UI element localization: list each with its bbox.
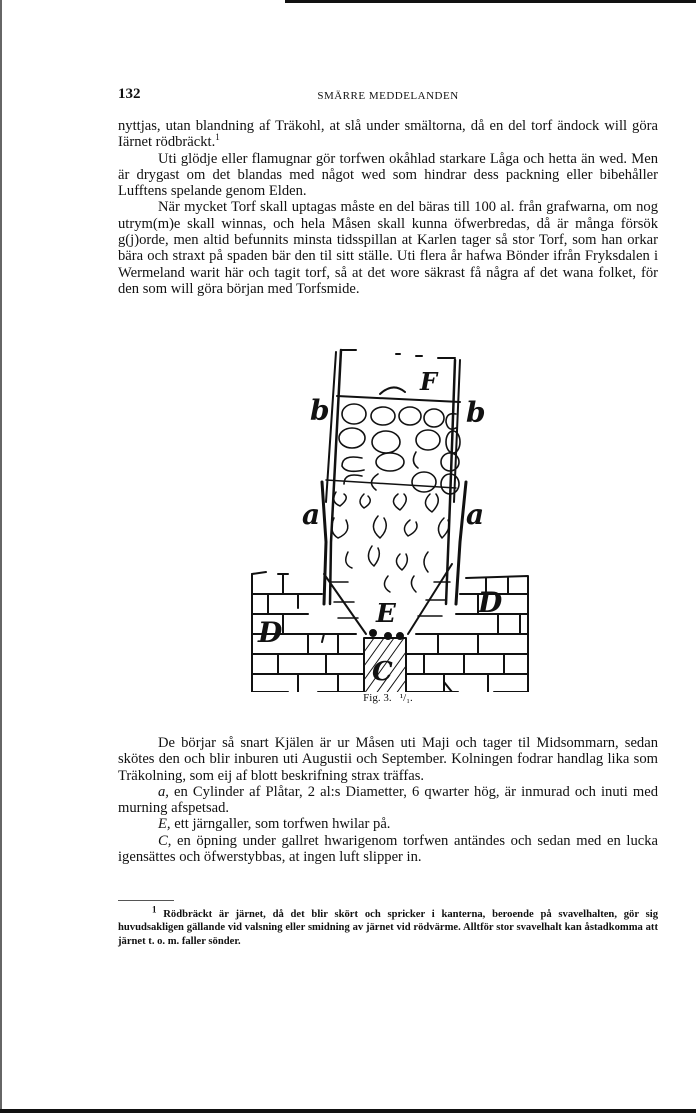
legend-key: a, [158, 783, 169, 800]
footnote-paragraph [118, 904, 658, 948]
kiln-drawing [238, 342, 538, 692]
label-c: C [372, 657, 393, 687]
label-d-left: D [258, 616, 283, 649]
legend-key: C, [158, 832, 172, 849]
page-header [118, 86, 658, 106]
scan-edge-left [0, 0, 2, 1113]
legend-text: en öpning under gallret hwarigenom torfwen antändes och sedan med en lucka igensättes och öfwerstybbas, at ingen luft slipper in. [118, 832, 658, 866]
paragraph: Uti glödje eller flamugnar gör torfwen okåhlad starkare Låga och hetta än wed. Men är drygast om det blandas med något wed som hindrar dess packning eller bibehåller Lufftens spelande genom Elden. [118, 150, 658, 200]
label-e: E [376, 599, 396, 629]
scan-edge-top [285, 0, 696, 3]
paragraph-text: nyttjas, utan blandning af Träkohl, at slå under smältorna, då en del torf ändock will göra Iärnet rödbräckt. [118, 118, 658, 151]
legend-item-c [118, 833, 658, 866]
legend-text: en Cylinder af Plåtar, 2 al:s Diametter, 6 qwarter hög, är inmurad och inuti med murning afspetsad. [118, 783, 658, 817]
label-b-left: b [310, 394, 330, 427]
scan-edge-bottom [0, 1109, 696, 1113]
legend-item-a [118, 784, 658, 817]
figure-caption [118, 692, 658, 704]
legend-text: ett järngaller, som torfwen hwilar på. [170, 816, 391, 833]
figure-kiln-diagram [238, 342, 538, 692]
legend-item-e [118, 816, 658, 832]
book-page [118, 86, 658, 947]
footnote [118, 904, 658, 948]
footnote-divider [118, 900, 174, 901]
label-d-right: D [478, 586, 503, 619]
paragraph: De börjar så snart Kjälen är ur Måsen uti Maji och tager til Midsommarn, sedan skötes den och blir inburen uti Augustii och September. Kolningen fodrar handlag lika som Träkolning, som eij af blott beskrifning strax träffas. [118, 735, 658, 784]
page-number: 132 [118, 86, 141, 102]
caption-scale: ¹/₁. [399, 692, 413, 704]
legend-key: E, [158, 816, 171, 833]
text-block-bottom [118, 735, 658, 865]
text-block-top [118, 118, 658, 297]
paragraph: När mycket Torf skall uptagas måste en del bäras till 100 al. från grafwarna, om nog utrym(m)e skall winnas, och hela Måsen skall kunna öfwerbredas, då är många försök g(j)orde, men altid befunnits minsta tidsspillan at Karlen tager så stor Torf, som han orkar bära och straxt på spaden bär den til sitt ställe. Uti flera år hafwa Bönder ifrån Fryksdalen i Wermeland warit här och tagit torf, så at det wore säkrast få några af det wana folket, för den som will göra början med Torfsmide. [118, 199, 658, 297]
caption-label: Fig. 3. [363, 692, 392, 704]
footnote-ref: 1 [215, 132, 220, 143]
label-a-right: a [466, 498, 485, 531]
footnote-marker: 1 [152, 904, 157, 915]
paragraph [118, 118, 658, 151]
label-b-right: b [466, 396, 486, 429]
running-head: SMÄRRE MEDDELANDEN [317, 90, 459, 102]
footnote-text: Rödbräckt är järnet, då det blir skört och spricker i kanterna, beroende på svavelhalten, gör sig huvudsakligen gällande vid valsning eller smidning av järnet vid rödvärme. Alltför stor svavelhalt kan åstadkomma att järnet t. o. m. faller sönder. [118, 909, 658, 947]
label-a-left: a [302, 498, 321, 531]
label-f: F [420, 367, 438, 396]
